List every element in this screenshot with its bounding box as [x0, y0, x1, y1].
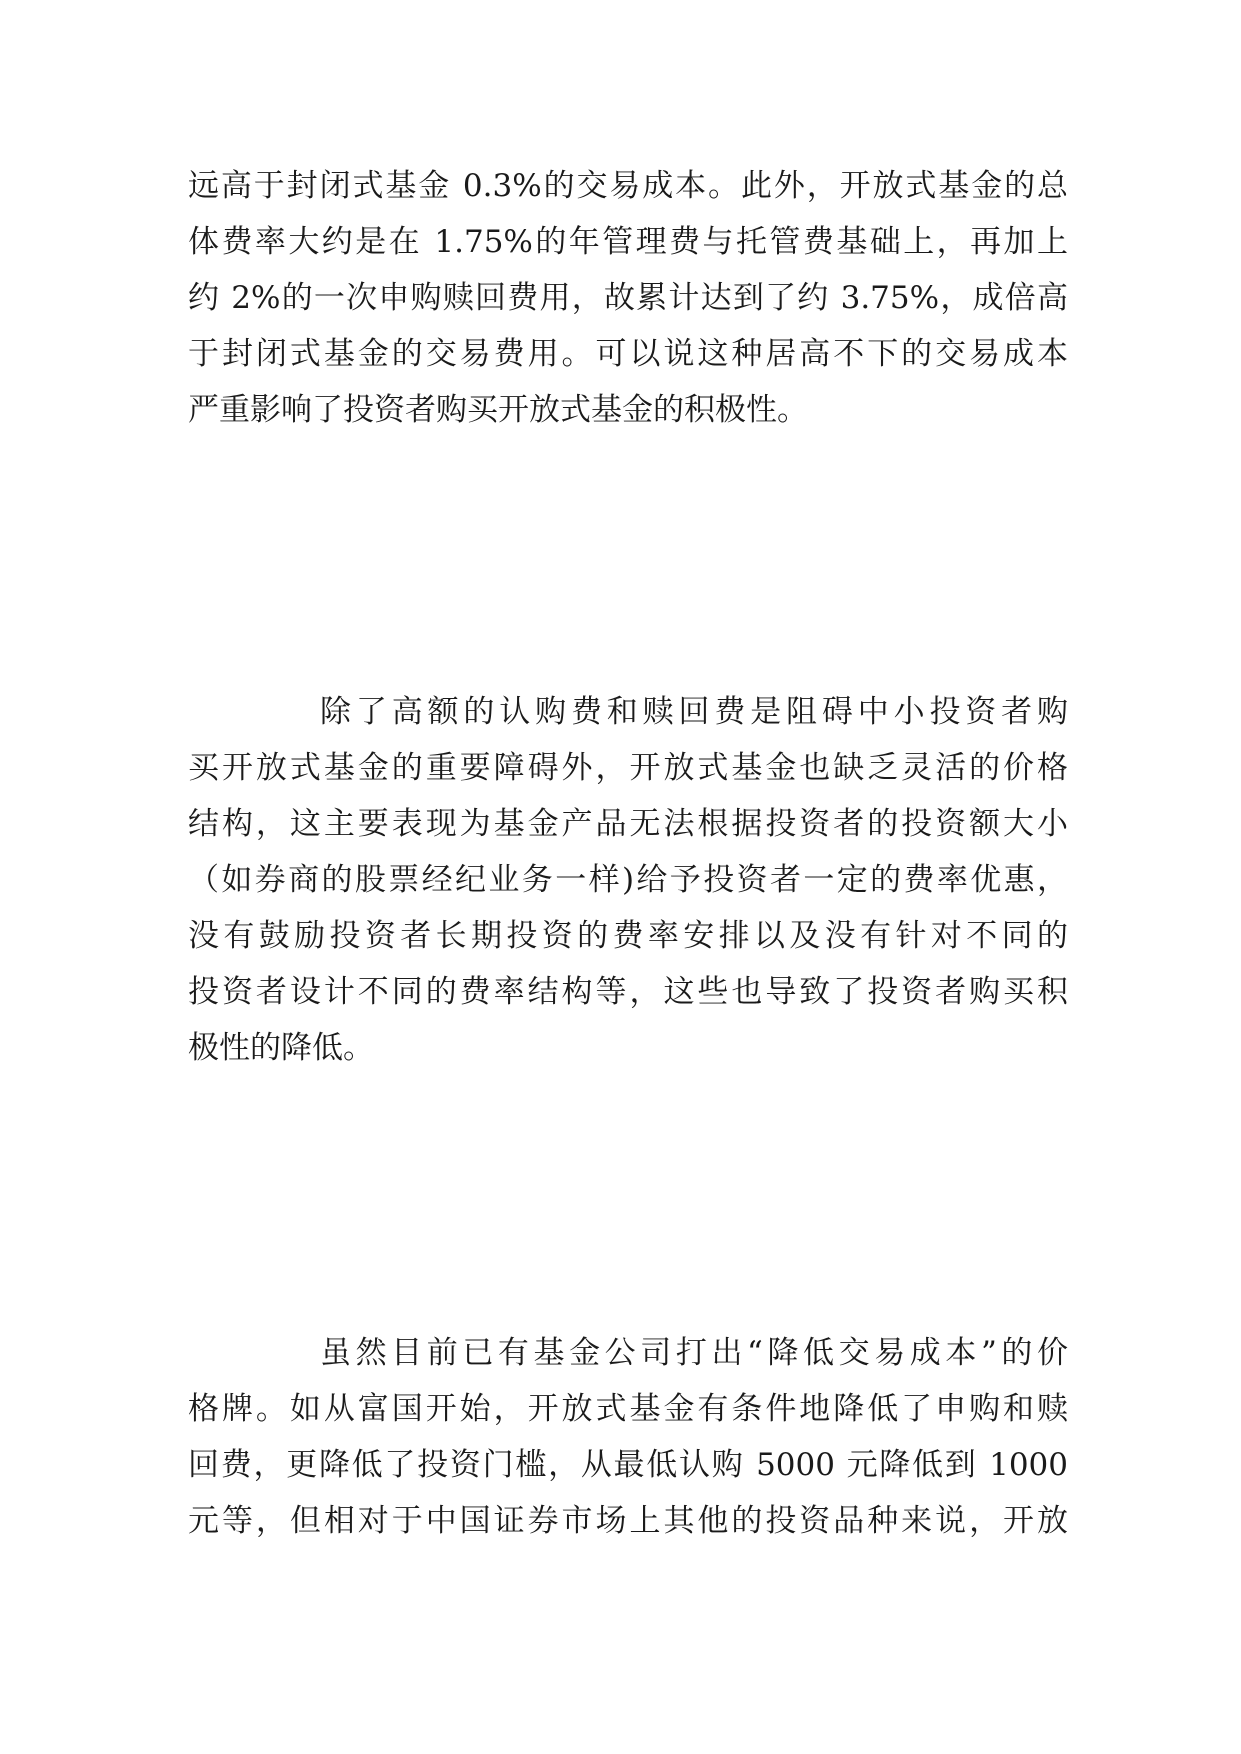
- text-line: 没有鼓励投资者长期投资的费率安排以及没有针对不同的: [188, 918, 1068, 954]
- text-line: 约 2%的一次申购赎回费用，故累计达到了约 3.75%，成倍高: [188, 280, 1068, 316]
- text-line: 除了高额的认购费和赎回费是阻碍中小投资者购: [320, 694, 1068, 730]
- text-line: 于封闭式基金的交易费用。可以说这种居高不下的交易成本: [188, 336, 1068, 372]
- text-line: 元等，但相对于中国证券市场上其他的投资品种来说，开放: [188, 1503, 1068, 1539]
- text-line: 体费率大约是在 1.75%的年管理费与托管费基础上，再加上: [188, 224, 1068, 260]
- text-line: 回费，更降低了投资门槛，从最低认购 5000 元降低到 1000: [188, 1447, 1068, 1483]
- text-line: 严重影响了投资者购买开放式基金的积极性。: [188, 392, 808, 428]
- text-line: 买开放式基金的重要障碍外，开放式基金也缺乏灵活的价格: [188, 750, 1068, 786]
- text-line: 结构，这主要表现为基金产品无法根据投资者的投资额大小: [188, 806, 1068, 842]
- text-line: （如券商的股票经纪业务一样)给予投资者一定的费率优惠，: [188, 862, 1068, 898]
- text-line: 投资者设计不同的费率结构等，这些也导致了投资者购买积: [188, 974, 1068, 1010]
- text-line: 格牌。如从富国开始，开放式基金有条件地降低了申购和赎: [188, 1391, 1068, 1427]
- paragraph-transaction-cost: [188, 158, 1068, 438]
- paragraph-price-structure: [188, 684, 1068, 1076]
- text-line: 远高于封闭式基金 0.3%的交易成本。此外，开放式基金的总: [188, 168, 1068, 204]
- paragraph-fee-reduction: [188, 1325, 1068, 1549]
- text-line: 极性的降低。: [188, 1030, 374, 1066]
- text-line: 虽然目前已有基金公司打出“降低交易成本”的价: [320, 1335, 1068, 1371]
